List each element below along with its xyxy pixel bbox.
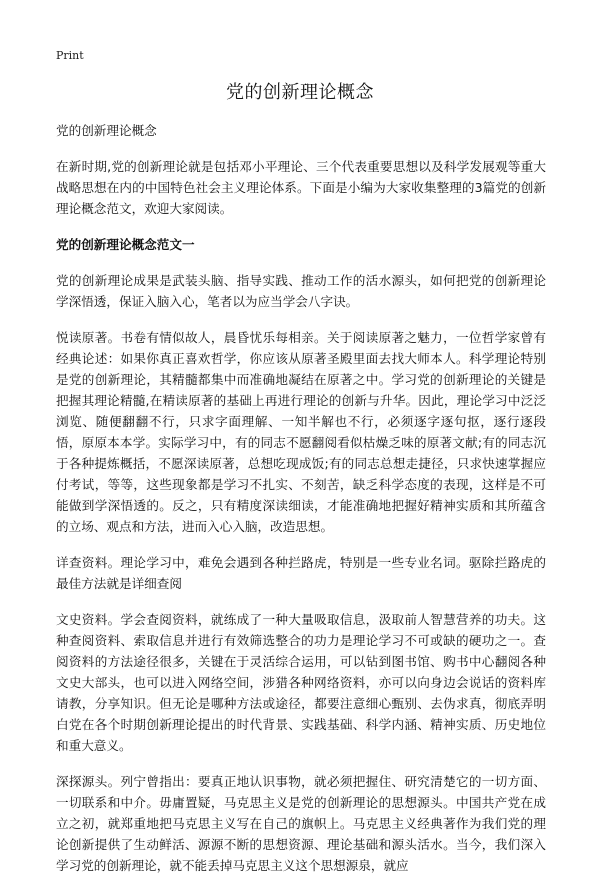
article-body [56, 120, 546, 891]
paragraph-2: 悦读原著。书卷有情似故人，晨昏忧乐每相亲。关于阅读原著之魅力，一位哲学家曾有经典论述：如果你真正喜欢哲学，你应该从原著圣殿里面去找大师本人。科学理论特别是党的创新理论，其精髓都集中而准确地凝结在原著之中。学习党的创新理论的关键是把握其理论精髓,在精读原著的基础上再进行理论的创新与升华。因此，理论学习中泛泛浏览、随便翻翻不行，只求字面理解、一知半解也不行，必须逐字逐句抠，逐行逐段悟，原原本本学。实际学习中，有的同志不愿翻阅看似枯燥乏味的原著文献;有的同志沉于各种提炼概括，不愿深读原著，总想吃现成饭;有的同志总想走捷径，只求快速掌握应付考试，等等，这些现象都是学习不扎实、不刻苦，缺乏科学态度的表现，这样是不可能做到学深悟透的。反之，只有精度深读细读，才能准确地把握好精神实质和其所蕴含的立场、观点和方法，进而入心入脑，改造思想。 [56, 330, 546, 534]
paragraph-5: 深探源头。列宁曾指出：要真正地认识事物，就必须把握住、研究清楚它的一切方面、一切联系和中介。毋庸置疑，马克思主义是党的创新理论的思想源头。中国共产党在成立之初，就郑重地把马克思主义写在自己的旗帜上。马克思主义经典著作为我们党的理论创新提供了生动鲜活、源源不断的思想资源、理论基础和源头活水。当今，我们深入学习党的创新理论，就不能丢掉马克思主义这个思想源泉，就应 [56, 774, 546, 873]
article-subtitle: 党的创新理论概念 [56, 123, 157, 138]
intro-paragraph: 在新时期,党的创新理论就是包括邓小平理论、三个代表重要思想以及科学发展观等重大战略思想在内的中国特色社会主义理论体系。下面是小编为大家收集整理的3篇党的创新理论概念范文，欢迎大家阅读。 [56, 159, 546, 216]
page-title: 党的创新理论概念 [226, 82, 374, 103]
paragraph-4: 文史资料。学会查阅资料，就练成了一种大量吸取信息，汲取前人智慧营养的功夫。这种查阅资料、索取信息并进行有效筛选整合的功力是理论学习不可或缺的硬功之一。查阅资料的方法途径很多，关键在于灵活综合运用，可以钻到图书馆、购书中心翻阅各种文史大部头，也可以进入网络空间，涉猎各种网络资料，亦可以向身边会说话的资料库请教，分享知识。但无论是哪种方法或途径，都要注意细心甄别、去伪求真，彻底弄明白党在各个时期创新理论提出的时代背景、实践基础、科学内涵、精神实质、历史地位和重大意义。 [56, 612, 546, 753]
print-link[interactable]: Print [56, 49, 84, 62]
paragraph-1: 党的创新理论成果是武装头脑、指导实践、推动工作的活水源头，如何把党的创新理论学深悟透，保证入脑入心，笔者以为应当学会八字诀。 [56, 273, 546, 309]
section-heading: 党的创新理论概念范文一 [56, 237, 195, 252]
paragraph-3: 详查资料。理论学习中，难免会遇到各种拦路虎，特别是一些专业名词。驱除拦路虎的最佳方法就是详细查阅 [56, 555, 546, 591]
